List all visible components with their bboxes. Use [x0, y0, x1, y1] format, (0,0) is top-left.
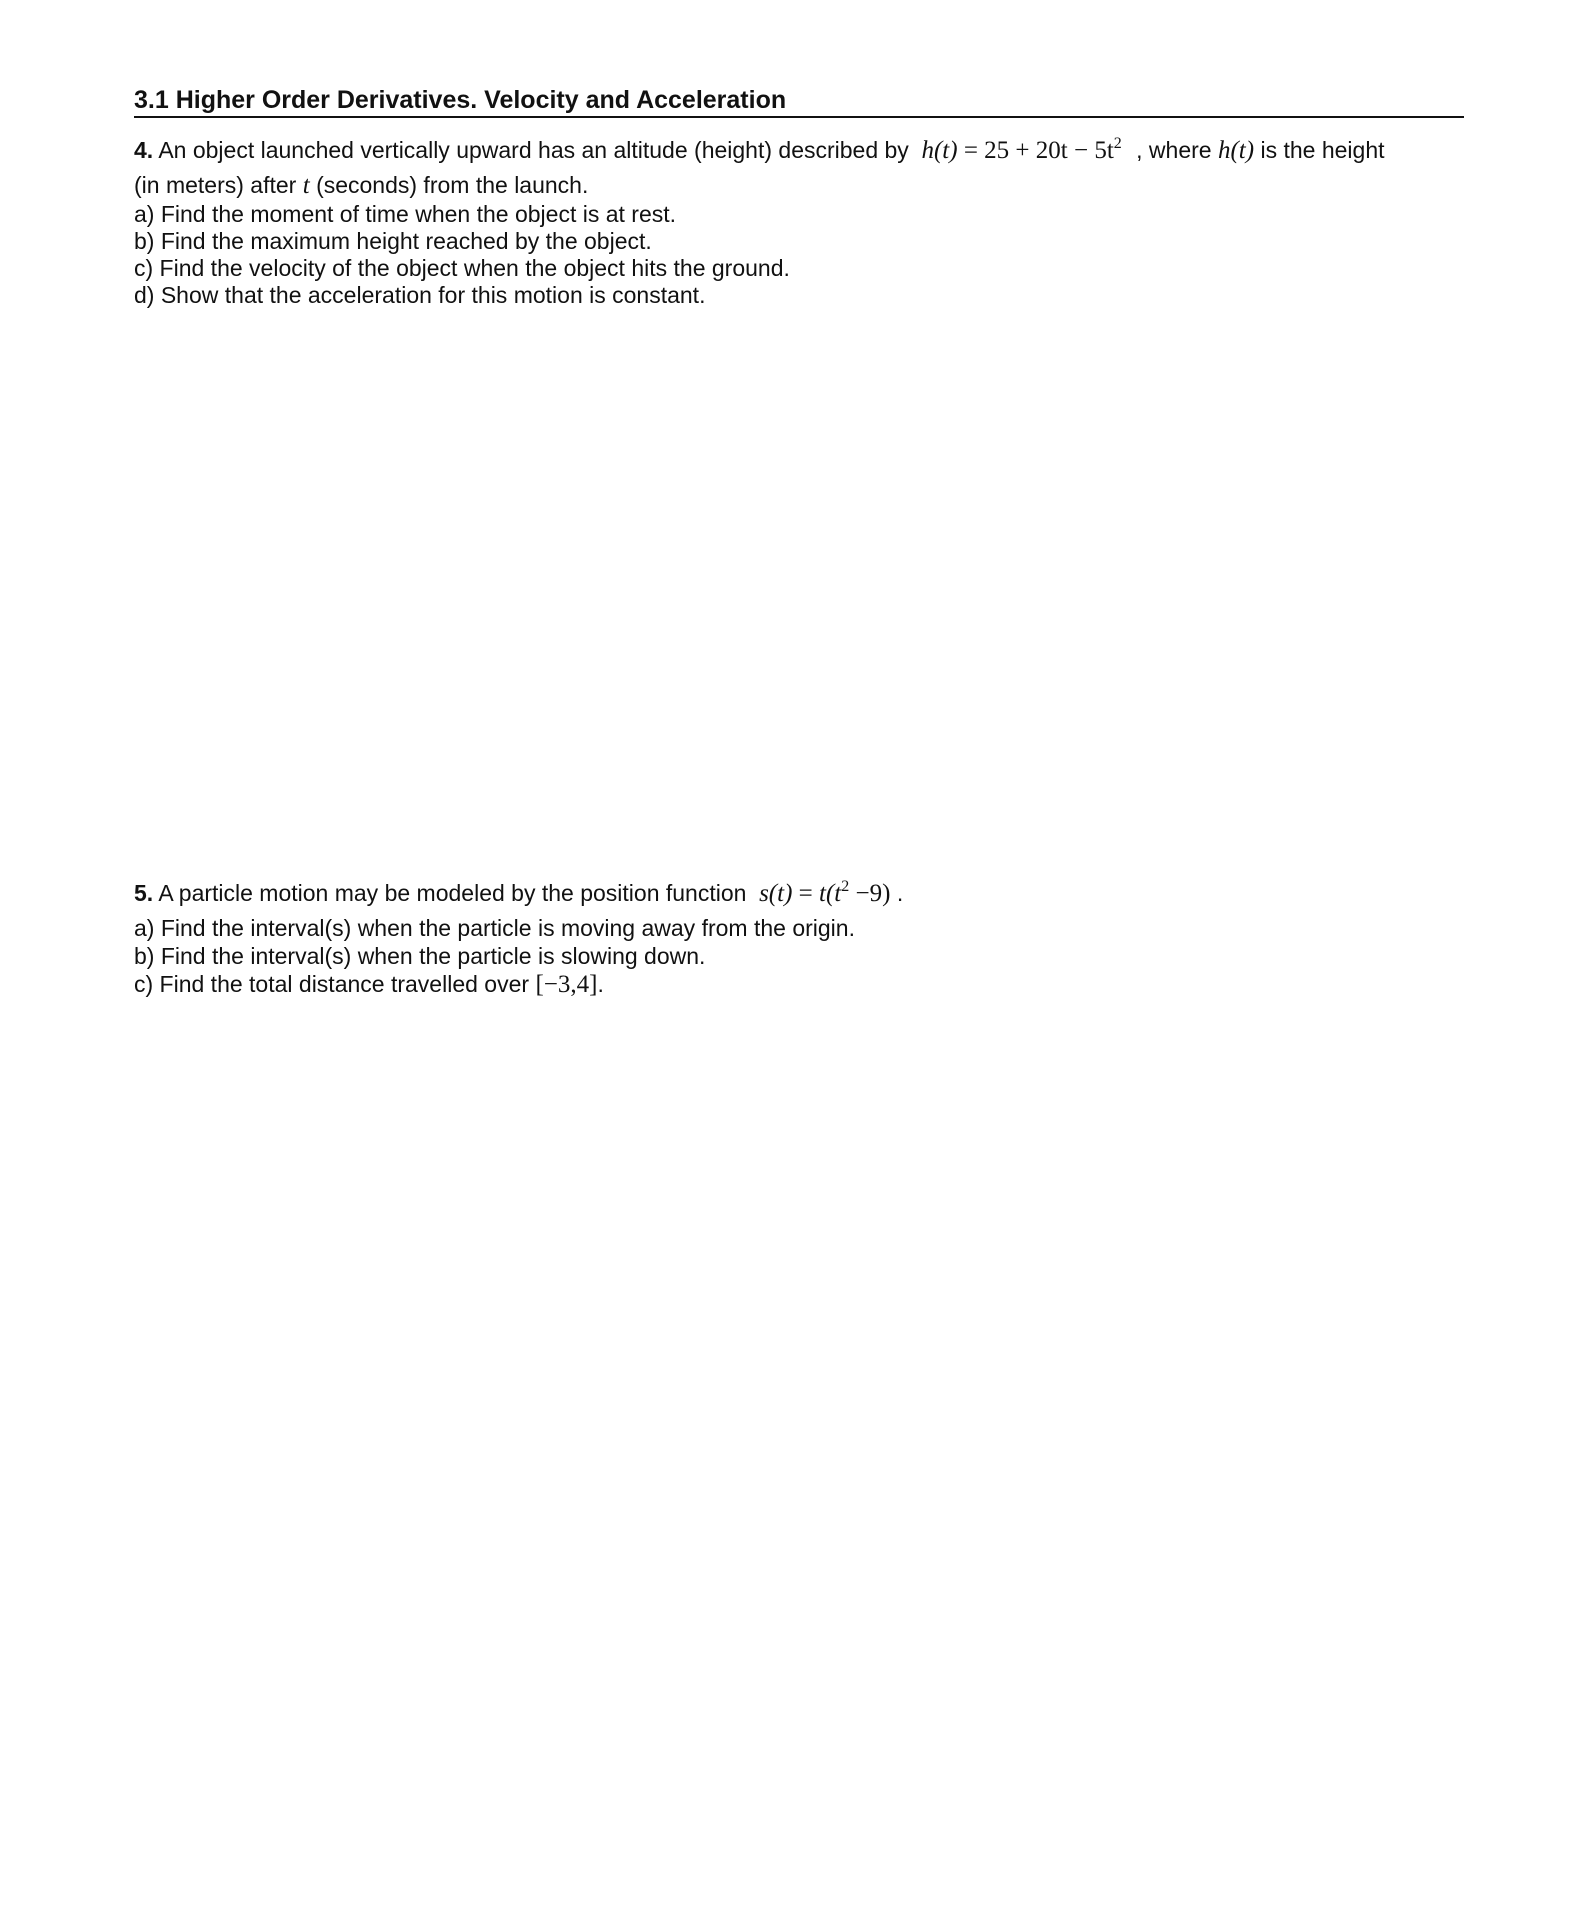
problem-5-equals: = — [798, 880, 813, 907]
problem-4-equals: = — [963, 137, 978, 164]
problem-4-number: 4. — [134, 137, 154, 163]
problem-5-function-exponent: 2 — [841, 878, 850, 895]
problem-4-line-2-part-1: (in meters) after — [134, 172, 297, 198]
problem-4-line-2 — [134, 171, 588, 200]
problem-5-function-rhs-a: t(t — [819, 880, 842, 907]
problem-5-question-a: a) Find the interval(s) when the particle is moving away from the origin. — [134, 915, 855, 941]
problem-4-question-d: d) Show that the acceleration for this motion is constant. — [134, 282, 706, 308]
problem-5-period: . — [896, 880, 904, 906]
problem-5-question-c — [134, 970, 604, 999]
problem-5-function — [753, 880, 891, 907]
section-title: 3.1 Higher Order Derivatives. Velocity and Acceleration — [134, 84, 1464, 118]
problem-4-question-b: b) Find the maximum height reached by the object. — [134, 228, 652, 254]
problem-4-question-c: c) Find the velocity of the object when the object hits the ground. — [134, 255, 790, 281]
problem-4-function-ref: h(t) — [1217, 137, 1255, 164]
problem-5-question-c-text: c) Find the total distance travelled over — [134, 971, 530, 997]
problem-4-function — [915, 137, 1122, 164]
problem-5-question-c-end: . — [597, 971, 604, 997]
problem-4-function-exponent: 2 — [1113, 135, 1122, 152]
problem-4-variable-t: t — [302, 172, 310, 199]
problem-4-function-lhs: h(t) — [921, 137, 958, 164]
problem-4-intro-2: , where — [1136, 137, 1212, 163]
problem-4-line-1 — [134, 136, 1385, 165]
problem-5-function-rhs-b: −9) — [855, 880, 891, 907]
problem-5-question-b: b) Find the interval(s) when the particle is slowing down. — [134, 943, 706, 969]
problem-5-function-lhs: s(t) — [759, 880, 793, 907]
problem-4-intro-3: is the height — [1260, 137, 1385, 163]
problem-4-intro-1: An object launched vertically upward has an altitude (height) described by — [158, 137, 909, 163]
problem-4-function-rhs: 25 + 20t − 5t — [984, 137, 1114, 164]
problem-5-number: 5. — [134, 880, 154, 906]
problem-5-intro: A particle motion may be modeled by the position function — [158, 880, 747, 906]
problem-4-line-2-part-2: (seconds) from the launch. — [316, 172, 589, 198]
problem-4-question-a: a) Find the moment of time when the object is at rest. — [134, 201, 677, 227]
problem-5-line-1 — [134, 879, 903, 908]
problem-5-interval: [−3,4] — [535, 971, 598, 998]
